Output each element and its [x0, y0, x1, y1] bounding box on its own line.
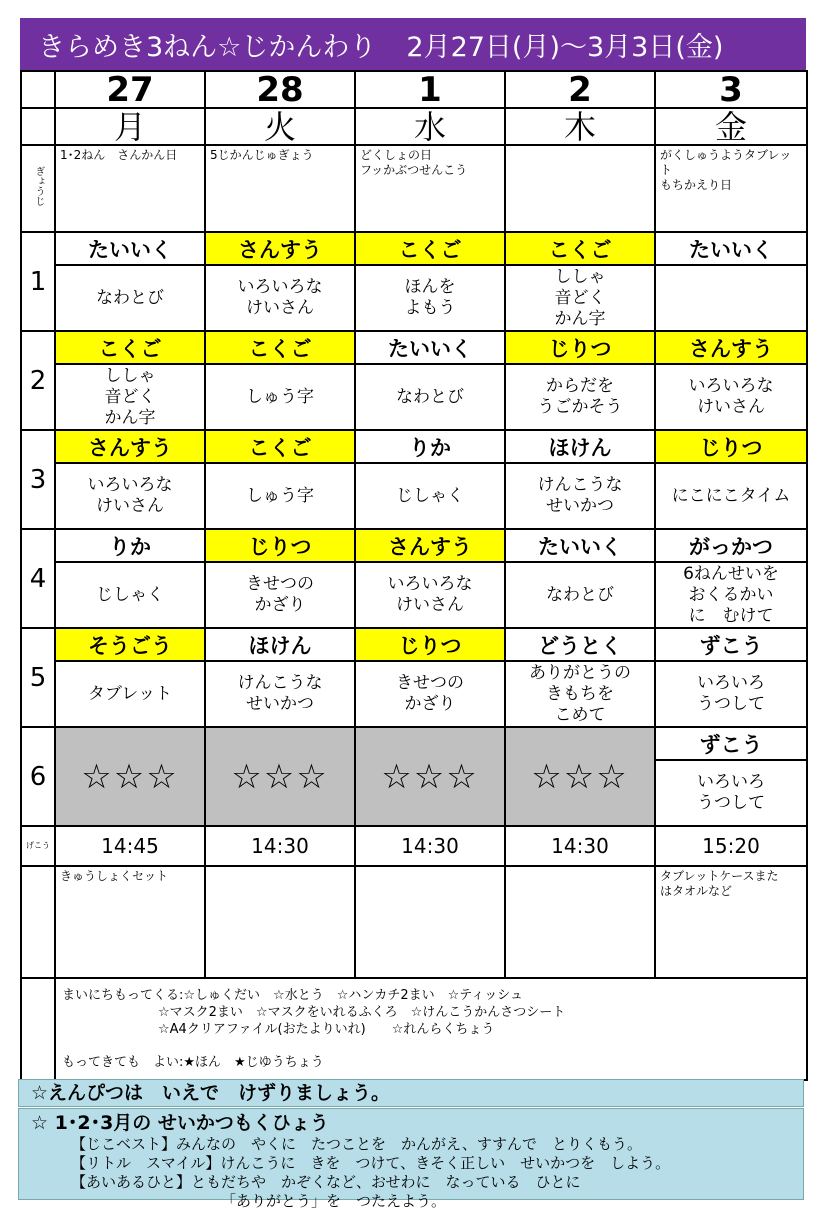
subject-cell: こくご: [205, 331, 355, 364]
content-text: タブレット: [87, 683, 173, 704]
life-goal-continued: 「ありがとう」を つたえよう。: [221, 1192, 447, 1210]
content-cell: [655, 364, 807, 430]
period-number: 3: [21, 430, 55, 529]
header-title: きらめき3ねん☆じかんわり: [38, 31, 377, 63]
content-text: いろいろな けいさん: [688, 376, 774, 417]
day-number: 2: [505, 71, 655, 108]
life-goal: 【リトル スマイル】けんこうに きを つけて、きそく正しい せいかつを しよう。: [71, 1154, 671, 1172]
content-text: けんこうな せいかつ: [537, 475, 623, 516]
content-cell: [505, 661, 655, 727]
gyouji-label-text: ぎょうじ: [33, 166, 44, 206]
day-number: 28: [205, 71, 355, 108]
content-cell: [55, 661, 205, 727]
day-of-week: 月: [55, 108, 205, 145]
content-cell: [505, 364, 655, 430]
subject-cell: こくご: [205, 430, 355, 463]
event-cell: [655, 145, 807, 232]
content-cell: [655, 562, 807, 628]
event-text: どくしょの日 フッかぶつせんこう: [360, 148, 468, 177]
subject-cell: がっかつ: [655, 529, 807, 562]
day-of-week: 火: [205, 108, 355, 145]
mochimono-label-cell: [21, 978, 55, 1080]
bring-label-cell: [21, 866, 55, 978]
content-cell: [505, 562, 655, 628]
day-of-week: 水: [355, 108, 505, 145]
mochimono-line: まいにちもってくる:☆しゅくだい ☆水とう ☆ハンカチ2まい ☆ティッシュ: [62, 988, 523, 1003]
subject-cell: さんすう: [355, 529, 505, 562]
day-of-week: 金: [655, 108, 807, 145]
subject-cell: たいいく: [505, 529, 655, 562]
content-cell: [355, 364, 505, 430]
content-cell: [655, 661, 807, 727]
subject-cell: りか: [55, 529, 205, 562]
content-cell: [655, 463, 807, 529]
content-cell: [55, 265, 205, 331]
subject-cell: じりつ: [505, 331, 655, 364]
content-text: けんこうな せいかつ: [237, 673, 323, 714]
subject-cell: さんすう: [55, 430, 205, 463]
bring-cell: [205, 866, 355, 978]
subject-cell: さんすう: [655, 331, 807, 364]
free-period-cell: ☆☆☆: [355, 727, 505, 826]
content-text: きせつの かざり: [396, 673, 464, 714]
bring-text: タブレットケースまた はタオルなど: [660, 869, 779, 898]
subject-cell: りか: [355, 430, 505, 463]
dismissal-time: 15:20: [655, 826, 807, 866]
content-text: ししゃ 音どく かん字: [104, 365, 156, 428]
mochimono-optional: もってきても よい:★ほん ★じゆうちょう: [62, 1055, 324, 1070]
life-goals-box: [18, 1108, 804, 1210]
event-cell: [205, 145, 355, 232]
dismissal-time: 14:30: [505, 826, 655, 866]
day-number: 27: [55, 71, 205, 108]
gekou-label: げこう: [21, 826, 55, 866]
subject-cell: じりつ: [655, 430, 807, 463]
content-cell: [205, 463, 355, 529]
content-text: いろいろな けいさん: [87, 475, 173, 516]
content-text: 6ねんせいを おくるかい に むけて: [683, 563, 779, 626]
content-cell: [205, 265, 355, 331]
bring-cell: [505, 866, 655, 978]
day-number: 1: [355, 71, 505, 108]
content-text: ありがとうの きもちを こめて: [529, 662, 631, 725]
content-cell: [55, 364, 205, 430]
event-cell: [55, 145, 205, 232]
gyouji-label: [21, 145, 55, 232]
period-number: 5: [21, 628, 55, 727]
subject-cell: こくご: [355, 232, 505, 265]
content-text: しゅう字: [246, 386, 314, 407]
bring-cell: [355, 866, 505, 978]
life-goal: 【あいあるひと】ともだちや かぞくなど、おせわに なっている ひとに: [71, 1173, 581, 1191]
content-cell: [55, 463, 205, 529]
free-period-cell: ☆☆☆: [55, 727, 205, 826]
event-text: 1･2ねん さんかん日: [60, 148, 178, 162]
subject-cell: ずこう: [655, 727, 807, 760]
period-number: 1: [21, 232, 55, 331]
subject-cell: たいいく: [655, 232, 807, 265]
content-text: なわとび: [546, 584, 614, 605]
dismissal-time: 14:45: [55, 826, 205, 866]
content-cell: [355, 661, 505, 727]
content-text: にこにこタイム: [671, 485, 791, 506]
subject-cell: じりつ: [355, 628, 505, 661]
page-header: [20, 18, 806, 70]
free-period-cell: ☆☆☆: [205, 727, 355, 826]
event-cell: [355, 145, 505, 232]
period-number: 2: [21, 331, 55, 430]
content-cell: [205, 562, 355, 628]
content-text: いろいろな けいさん: [237, 277, 323, 318]
content-text: なわとび: [96, 287, 164, 308]
day-of-week: 木: [505, 108, 655, 145]
mochimono-line: ☆A4クリアファイル(おたよりいれ) ☆れんらくちょう: [158, 1022, 495, 1037]
subject-cell: こくご: [505, 232, 655, 265]
content-text: きせつの かざり: [246, 574, 314, 615]
content-cell: [205, 364, 355, 430]
content-text: いろいろ うつして: [697, 673, 765, 714]
content-text: じしゃく: [96, 584, 164, 605]
content-text: なわとび: [396, 386, 464, 407]
timetable: [20, 70, 808, 1081]
content-cell: [205, 661, 355, 727]
content-text: からだを うごかそう: [537, 376, 623, 417]
content-text: いろいろ うつして: [697, 772, 765, 813]
event-text: がくしゅうようタブレット もちかえり日: [660, 148, 792, 192]
content-cell: [655, 760, 807, 826]
subject-cell: さんすう: [205, 232, 355, 265]
content-text: いろいろな けいさん: [387, 574, 473, 615]
period-number: 6: [21, 727, 55, 826]
free-period-cell: ☆☆☆: [505, 727, 655, 826]
corner-cell: [21, 108, 55, 145]
day-number: 3: [655, 71, 807, 108]
period-number: 4: [21, 529, 55, 628]
content-text: ほんを よもう: [404, 277, 456, 318]
bring-cell: [55, 866, 205, 978]
life-goals-title: ☆ 1･2･3月の せいかつもくひょう: [31, 1112, 329, 1134]
content-cell: [355, 463, 505, 529]
bring-text: きゅうしょくセット: [60, 869, 169, 883]
dismissal-time: 14:30: [205, 826, 355, 866]
content-cell: [55, 562, 205, 628]
subject-cell: そうごう: [55, 628, 205, 661]
content-cell: [355, 265, 505, 331]
subject-cell: じりつ: [205, 529, 355, 562]
content-text: しゅう字: [246, 485, 314, 506]
subject-cell: こくご: [55, 331, 205, 364]
content-cell: [505, 463, 655, 529]
corner-cell: [21, 71, 55, 108]
subject-cell: たいいく: [355, 331, 505, 364]
content-cell: [505, 265, 655, 331]
subject-cell: ずこう: [655, 628, 807, 661]
content-text: ししゃ 音どく かん字: [554, 266, 606, 329]
content-cell: [355, 562, 505, 628]
subject-cell: ほけん: [205, 628, 355, 661]
mochimono-line: ☆マスク2まい ☆マスクをいれるふくろ ☆けんこうかんさつシート: [158, 1005, 566, 1020]
life-goal: 【じこベスト】みんなの やくに たつことを かんがえ、すすんで とりくもう。: [71, 1135, 643, 1153]
bring-cell: [655, 866, 807, 978]
mochimono-cell: [55, 978, 807, 1080]
dismissal-time: 14:30: [355, 826, 505, 866]
subject-cell: ほけん: [505, 430, 655, 463]
content-text: じしゃく: [396, 485, 464, 506]
event-cell: [505, 145, 655, 232]
subject-cell: どうとく: [505, 628, 655, 661]
header-date-range: 2月27日(月)～3月3日(金): [406, 31, 724, 63]
subject-cell: たいいく: [55, 232, 205, 265]
content-cell: [655, 265, 807, 331]
pencil-notice: ☆えんぴつは いえで けずりましょう。: [18, 1079, 804, 1107]
event-text: 5じかんじゅぎょう: [210, 148, 314, 162]
